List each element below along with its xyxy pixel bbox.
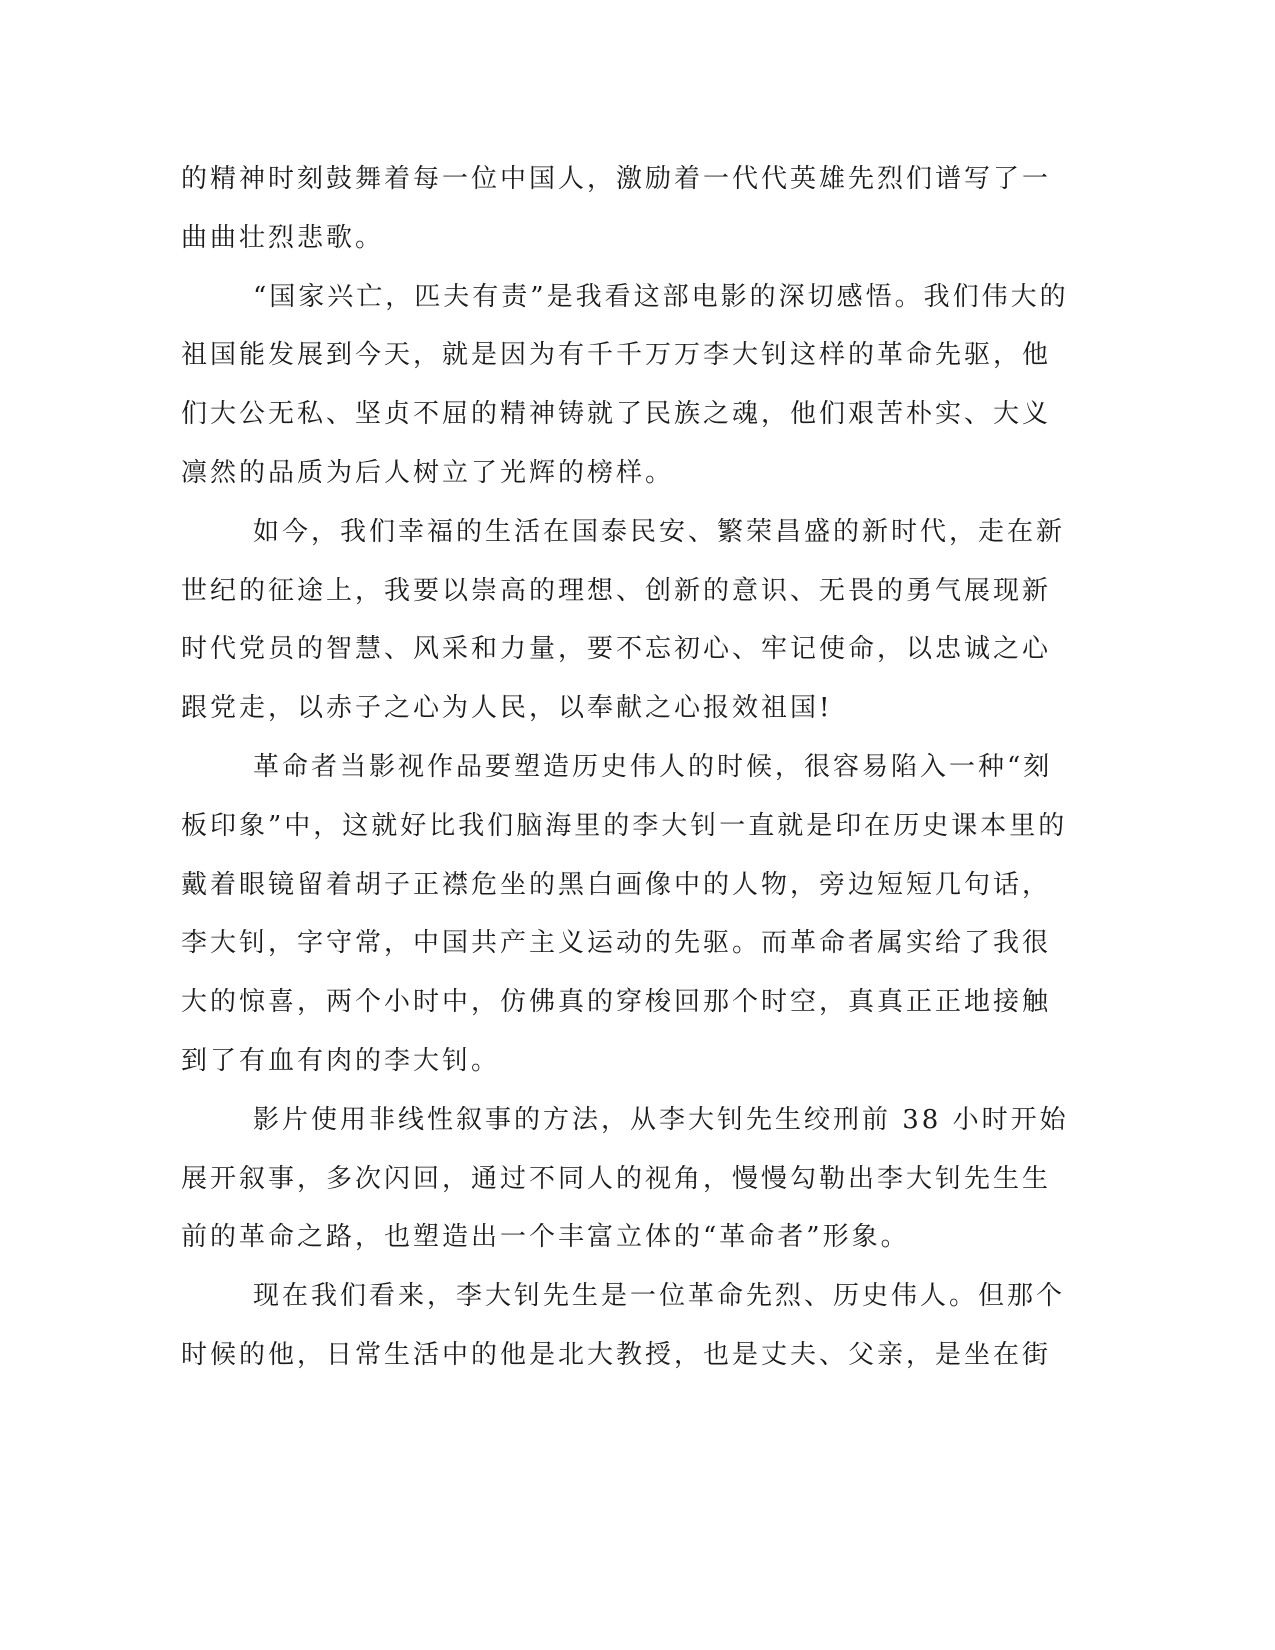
paragraph-first-line: 革命者当影视作品要塑造历史伟人的时候，很容易陷入一种“刻 bbox=[253, 751, 1053, 782]
text-line: 大的惊喜，两个小时中，仿佛真的穿梭回那个时空，真真正正地接触 bbox=[181, 987, 1052, 1018]
paragraph-first-line: 如今，我们幸福的生活在国泰民安、繁荣昌盛的新时代，走在新 bbox=[253, 516, 1066, 547]
text-line: 时代党员的智慧、风采和力量，要不忘初心、牢记使命，以忠诚之心 bbox=[181, 634, 1052, 665]
text-line: 戴着眼镜留着胡子正襟危坐的黑白画像中的人物，旁边短短几句话， bbox=[181, 869, 1052, 900]
text-line: 凛然的品质为后人树立了光辉的榜样。 bbox=[181, 457, 675, 488]
text-line: 李大钊，字守常，中国共产主义运动的先驱。而革命者属实给了我很 bbox=[181, 928, 1052, 959]
text-line: 的精神时刻鼓舞着每一位中国人，激励着一代代英雄先烈们谱写了一 bbox=[181, 164, 1052, 194]
text-line: 时候的他，日常生活中的他是北大教授，也是丈夫、父亲，是坐在街 bbox=[181, 1339, 1052, 1370]
paragraph-first-line: “国家兴亡，匹夫有责”是我看这部电影的深切感悟。我们伟大的 bbox=[253, 281, 1069, 312]
text-line: 跟党走，以赤子之心为人民，以奉献之心报效祖国! bbox=[181, 693, 833, 724]
text-line: 展开叙事，多次闪回，通过不同人的视角，慢慢勾勒出李大钊先生生 bbox=[181, 1163, 1052, 1194]
text-line: 们大公无私、坚贞不屈的精神铸就了民族之魂，他们艰苦朴实、大义 bbox=[181, 399, 1052, 430]
text-line: 板印象”中，这就好比我们脑海里的李大钊一直就是印在历史课本里的 bbox=[181, 810, 1068, 841]
paragraph-first-line: 影片使用非线性叙事的方法，从李大钊先生绞刑前 38 小时开始 bbox=[253, 1104, 1069, 1135]
paragraph-first-line: 现在我们看来，李大钊先生是一位革命先烈、历史伟人。但那个 bbox=[253, 1281, 1066, 1312]
text-line: 世纪的征途上，我要以崇高的理想、创新的意识、无畏的勇气展现新 bbox=[181, 575, 1052, 606]
text-line: 到了有血有肉的李大钊。 bbox=[181, 1045, 501, 1076]
text-line: 曲曲壮烈悲歌。 bbox=[181, 222, 385, 253]
text-line: 祖国能发展到今天，就是因为有千千万万李大钊这样的革命先驱，他 bbox=[181, 340, 1052, 371]
body-text bbox=[181, 150, 1069, 1385]
text-line: 前的革命之路，也塑造出一个丰富立体的“革命者”形象。 bbox=[181, 1222, 910, 1253]
